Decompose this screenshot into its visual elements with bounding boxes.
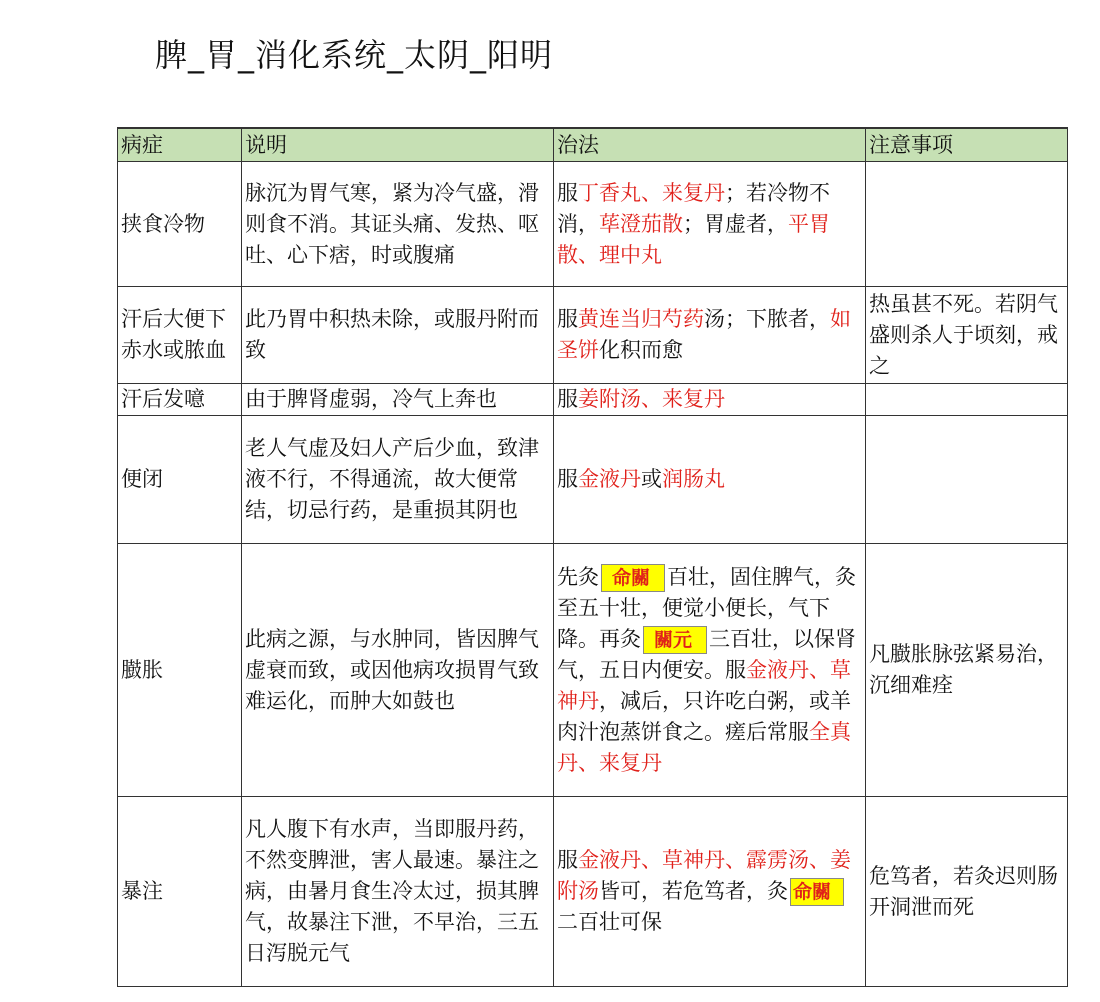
- description-cell: 脉沉为胃气寒，紧为冷气盛，滑则食不消。其证头痛、发热、呕吐、心下痞，时或腹痛: [242, 162, 554, 287]
- formula-name: 荜澄茄散: [599, 211, 683, 236]
- acupoint-highlight: 命關: [601, 564, 665, 592]
- formula-name: 金液丹、草神丹: [557, 657, 851, 713]
- treatment-text: ；胃虚者，: [683, 211, 788, 236]
- header-description: 说明: [242, 128, 554, 162]
- formula-name: 全真丹、来复丹: [557, 719, 851, 775]
- treatment-cell: [554, 384, 866, 416]
- treatment-text: 服: [557, 467, 578, 491]
- treatment-text: 或: [641, 467, 662, 491]
- acupoint-highlight: 關元: [643, 626, 707, 654]
- header-treatment: 治法: [554, 128, 866, 162]
- description-cell: 老人气虚及妇人产后少血，致津液不行，不得通流，故大便常结，切忌行药，是重损其阴也: [242, 416, 554, 544]
- formula-name: 黄连当归芍药: [578, 307, 704, 331]
- treatment-cell: [554, 797, 866, 987]
- description-cell: 凡人腹下有水声，当即服丹药，不然变脾泄，害人最速。暴注之病，由暑月食生冷太过，损其脾气，故暴注下泄，不早治，三五日泻脱元气: [242, 797, 554, 987]
- formula-name: 润肠丸: [662, 467, 725, 491]
- notes-cell: [866, 416, 1068, 544]
- formula-name: 金液丹、草神丹、霹雳汤、姜附汤: [557, 848, 851, 903]
- acupoint-highlight: 命關: [790, 878, 844, 906]
- formula-name: 姜附汤、来复丹: [578, 387, 725, 411]
- notes-cell: [866, 162, 1068, 287]
- header-disease: 病症: [118, 128, 242, 162]
- treatment-text: 皆可，若危笃者，灸: [599, 879, 788, 903]
- treatment-text: 服: [557, 387, 578, 411]
- disease-cell: 汗后大便下赤水或脓血: [118, 287, 242, 384]
- treatment-text: 化积而愈: [599, 338, 683, 362]
- disease-cell: 挟食冷物: [118, 162, 242, 287]
- description-cell: 此病之源，与水肿同，皆因脾气虚衰而致，或因他病攻损胃气致难运化，而肿大如鼓也: [242, 544, 554, 797]
- formula-name: 金液丹: [578, 467, 641, 491]
- table-row: [118, 416, 1068, 544]
- table-row: [118, 287, 1068, 384]
- treatment-cell: [554, 544, 866, 797]
- treatment-text: 汤；下脓者，: [704, 307, 830, 331]
- treatment-text: 二百壮可保: [557, 910, 662, 934]
- formula-name: 丁香丸、来复丹: [578, 180, 725, 205]
- description-cell: 由于脾肾虚弱，冷气上奔也: [242, 384, 554, 416]
- header-row: [118, 128, 1068, 162]
- notes-cell: 凡臌胀脉弦紧易治，沉细难痊: [866, 544, 1068, 797]
- treatment-text: ，减后，只许吃白粥，或羊肉汁泡蒸饼食之。瘥后常服: [557, 688, 851, 744]
- notes-cell: 危笃者，若灸迟则肠开洞泄而死: [866, 797, 1068, 987]
- treatment-cell: [554, 287, 866, 384]
- disease-cell: 便闭: [118, 416, 242, 544]
- notes-cell: [866, 384, 1068, 416]
- treatment-text: 服: [557, 307, 578, 331]
- header-notes: 注意事项: [866, 128, 1068, 162]
- formula-name: 如圣饼: [557, 307, 851, 362]
- formula-name: 平胃散、理中丸: [557, 211, 830, 267]
- disease-cell: 汗后发噫: [118, 384, 242, 416]
- table-row: [118, 544, 1068, 797]
- treatment-text: 百壮，固住脾气，灸至五十壮，便觉小便长，气下降。再灸: [557, 564, 857, 651]
- disease-cell: 暴注: [118, 797, 242, 987]
- notes-cell: 热虽甚不死。若阴气盛则杀人于顷刻，戒之: [866, 287, 1068, 384]
- treatment-text: 服: [557, 848, 578, 872]
- treatment-cell: [554, 162, 866, 287]
- treatment-table: [117, 127, 1068, 987]
- table-row: [118, 162, 1068, 287]
- disease-cell: 臌胀: [118, 544, 242, 797]
- treatment-text: 服: [557, 180, 578, 205]
- description-cell: 此乃胃中积热未除，或服丹附而致: [242, 287, 554, 384]
- table-row: [118, 384, 1068, 416]
- treatment-text: 先灸: [557, 564, 599, 589]
- table-row: [118, 797, 1068, 987]
- treatment-text: ；若冷物不消，: [557, 180, 830, 236]
- treatment-cell: [554, 416, 866, 544]
- page-title: 脾_胃_消化系统_太阴_阳明: [155, 36, 554, 74]
- treatment-text: 三百壮，以保肾气，五日内便安。服: [557, 626, 857, 682]
